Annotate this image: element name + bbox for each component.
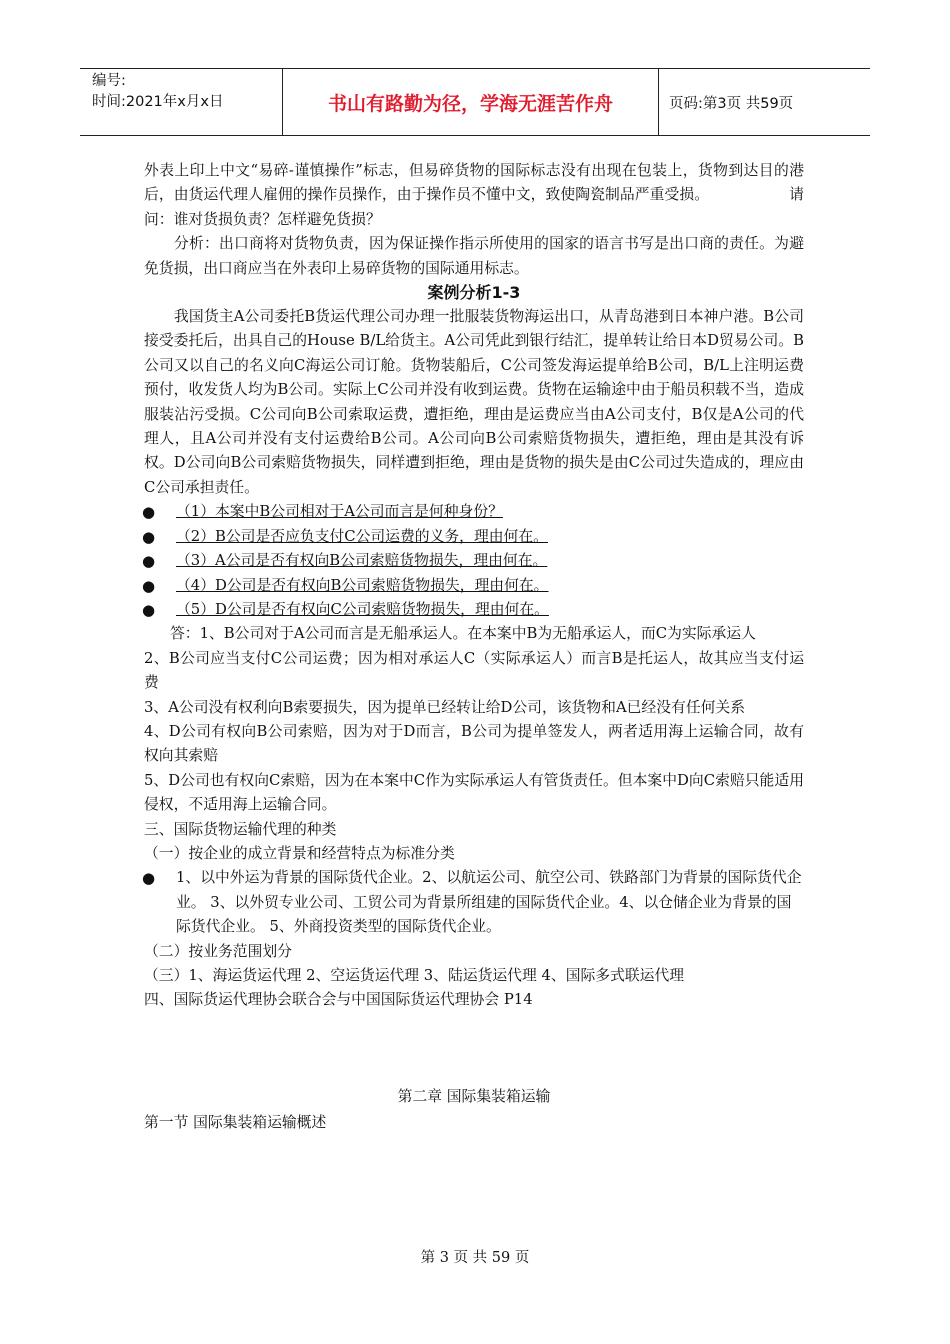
header-motto: 书山有路勤为径，学海无涯苦作舟 — [327, 92, 613, 115]
page-header — [80, 68, 870, 136]
subsection-1: （一）按企业的成立背景和经营特点为标准分类 — [144, 844, 455, 862]
question-item: ● （3）A公司是否有权向B公司索赔货物损失，理由何在。 — [144, 549, 804, 573]
intro-question: 请问：谁对货损负责？怎样避免货损？ — [144, 186, 804, 228]
intro-text: 外表上印上中文“易碎-谨慎操作”标志，但易碎货物的国际标志没有出现在包装上，货物到达目的港后，由货运代理人雇佣的操作员操作，由于操作员不懂中文，致使陶瓷制品严重受损。 — [144, 162, 804, 204]
header-page-cell — [659, 69, 870, 135]
analysis-paragraph: 分析：出口商将对货物负责，因为保证操作指示所使用的国家的语言书写是出口商的责任。为避免货损，出口商应当在外表印上易碎货物的国际通用标志。 — [144, 235, 804, 277]
subsection-3: （三）1、海运货运代理 2、空运货运代理 3、陆运货运代理 4、国际多式联运代理 — [144, 967, 685, 984]
category-list: ● 1、以中外运为背景的国际货代企业。2、以航运公司、航空公司、铁路部门为背景的国际货代企业。 3、以外贸专业公司、工贸公司为背景所组建的国际货代企业。4、以仓储企业为背景的国际货代企业。 5、外商投资类型的国际货代企业。 — [144, 866, 804, 939]
bullet-icon: ● — [142, 527, 156, 546]
section-first-heading: 第一节 国际集装箱运输概述 — [144, 1114, 327, 1132]
case-paragraph: 我国货主A公司委托B货运代理公司办理一批服装货物海运出口，从青岛港到日本神户港。B公司接受委托后，出具自己的House B/L给货主。A公司凭此到银行结汇，提单转让给日本D贸易公司。B公司又以自己的名义向C海运公司订舱。货物装船后，C公司签发海运提单给B公司，B/L上注明运费预付，收发货人均为B公司。实际上C公司并没有收到运费。货物在运输途中由于船员积载不当，造成服装沾污受损。C公司向B公司索取运费，遭拒绝，理由是运费应当由A公司支付，B仅是A公司的代理人，且A公司并没有支付运费给B公司。A公司向B公司索赔货物损失，遭拒绝，理由是其没有诉权。D公司向B公司索赔货物损失，同样遭到拒绝，理由是货物的损失是由C公司过失造成的，理应由C公司承担责任。 — [144, 308, 804, 496]
answer-1: 答：1、B公司对于A公司而言是无船承运人。在本案中B为无船承运人，而C为实际承运人 — [170, 625, 756, 643]
section-3-heading: 三、国际货物运输代理的种类 — [144, 820, 337, 838]
question-item: ● （1）本案中B公司相对于A公司而言是何种身份？ — [144, 500, 804, 524]
intro-paragraph — [144, 159, 804, 232]
number-label: 编号: — [92, 73, 126, 89]
answer-2: 2、B公司应当支付C公司运费；因为相对承运人C（实际承运人）而言B是托运人，故其应当支付运费 — [144, 649, 804, 692]
subsection-2: （二）按业务范围划分 — [144, 942, 292, 960]
header-meta — [80, 69, 282, 135]
answer-4: 4、D公司有权向B公司索赔，因为对于D而言，B公司为提单签发人，两者适用海上运输合同，故有权向其索赔 — [144, 722, 804, 765]
bullet-icon: ● — [142, 552, 156, 571]
header-motto-cell — [282, 69, 659, 135]
document-body — [144, 159, 804, 1136]
page-footer: 第 3 页 共 59 页 — [420, 1250, 530, 1266]
chapter-title: 第二章 国际集装箱运输 — [397, 1087, 551, 1105]
section-4-heading: 四、国际货运代理协会联合会与中国国际货运代理协会 P14 — [144, 991, 533, 1009]
question-item: ● （2）B公司是否应负支付C公司运费的义务，理由何在。 — [144, 525, 804, 549]
question-item: ● （5）D公司是否有权向C公司索赔货物损失，理由何在。 — [144, 598, 804, 622]
question-item: ● （4）D公司是否有权向B公司索赔货物损失，理由何在。 — [144, 574, 804, 598]
time-label: 时间:2021年x月x日 — [92, 94, 224, 110]
answer-3: 3、A公司没有权利向B索要损失，因为提单已经转让给D公司，该货物和A已经没有任何关系 — [144, 698, 746, 716]
bullet-icon: ● — [142, 576, 156, 595]
bullet-icon: ● — [142, 600, 156, 619]
header-page-label: 页码:第3页 共59页 — [669, 95, 794, 112]
bullet-icon: ● — [142, 869, 156, 888]
question-list — [144, 500, 804, 622]
answer-5: 5、D公司也有权向C索赔，因为在本案中C作为实际承运人有管货责任。但本案中D向C索赔只能适用侵权，不适用海上运输合同。 — [144, 771, 804, 814]
case-title: 案例分析1-3 — [427, 283, 521, 303]
bullet-icon: ● — [142, 503, 156, 522]
